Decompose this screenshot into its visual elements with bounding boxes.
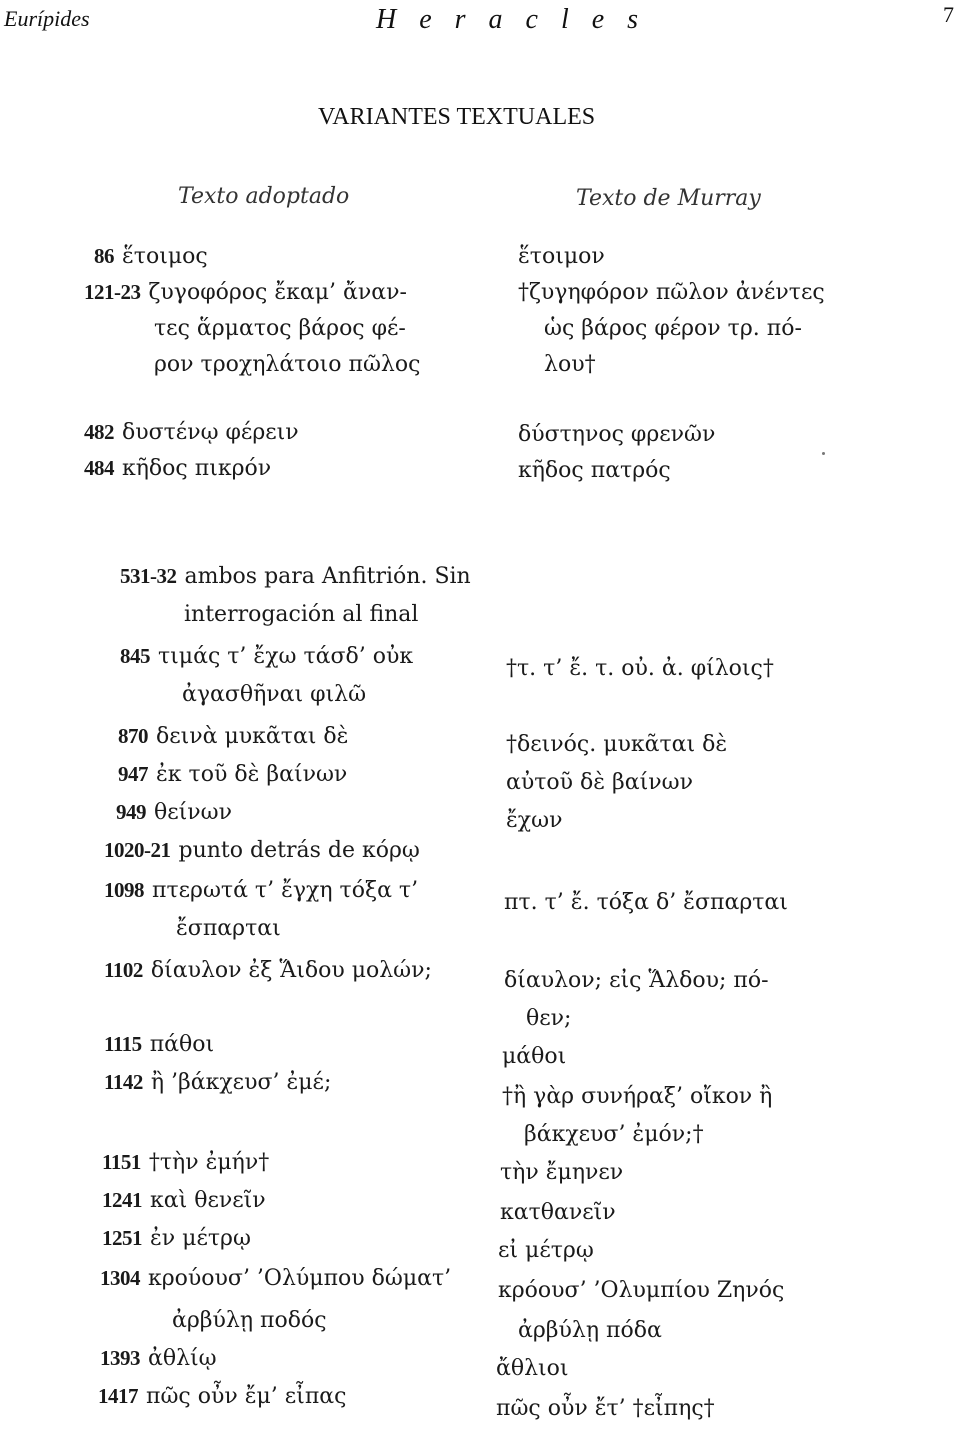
right-line-6: κῆδος πατρός	[518, 458, 671, 483]
left-line-24	[172, 1308, 327, 1333]
left-line-25	[100, 1346, 217, 1371]
right-line-11: πτ. τ’ ἔ. τόξα δ’ ἔσπαρται	[504, 890, 788, 915]
variant-text: †τὴν ἐμήν†	[148, 1150, 270, 1175]
left-line-20	[102, 1150, 269, 1175]
right-line-23: πῶς οὖν ἔτ’ †εἶπης†	[496, 1396, 715, 1421]
right-line-2: †ζυγηφόρον πῶλον ἀνέντες	[518, 280, 825, 305]
line-number: 1304	[100, 1266, 140, 1290]
variant-text: κῆδος πικρόν	[122, 456, 272, 481]
line-number: 1251	[102, 1226, 142, 1250]
line-number: 482	[84, 420, 114, 444]
right-line-18: κατθανεῖν	[500, 1200, 616, 1225]
right-line-14: μάθοι	[502, 1044, 567, 1069]
left-line-14	[104, 838, 420, 863]
line-number: 531-32	[120, 564, 177, 588]
variant-text: δυστένῳ φέρειν	[122, 420, 299, 445]
left-line-5	[84, 420, 299, 445]
line-number: 1151	[102, 1150, 141, 1174]
left-line-26	[98, 1384, 346, 1409]
left-line-15	[104, 878, 418, 903]
variant-text: ἐκ τοῦ δὲ βαίνων	[156, 762, 348, 787]
left-line-13	[116, 800, 232, 825]
page-number: 7	[943, 2, 954, 27]
line-number: 86	[94, 244, 114, 268]
page-header-author: Eurípides	[4, 6, 90, 31]
variant-text: ζυγοφόρος ἔκαμ’ ἄναν-	[148, 280, 407, 305]
left-line-22	[102, 1226, 251, 1251]
left-line-11	[118, 724, 348, 749]
variant-text: δίαυλον ἐξ Ἅιδου μολών;	[150, 958, 432, 983]
right-line-3: ὡς βάρος φέρον τρ. πό-	[544, 316, 802, 341]
variant-text: τες ἅρματος βάρος φέ-	[154, 316, 406, 341]
right-line-12: δίαυλον; εἰς Ἅλδου; πό-	[504, 968, 769, 993]
left-line-7	[120, 564, 471, 589]
right-line-1: ἕτοιμον	[518, 244, 605, 269]
variant-text: πτερωτά τ’ ἔγχη τόξα τ’	[152, 878, 419, 903]
line-number: 1115	[104, 1032, 142, 1056]
right-line-7: †τ. τ’ ἔ. τ. οὐ. ἀ. φίλοις†	[506, 656, 774, 681]
line-number: 1098	[104, 878, 144, 902]
right-line-19: εἰ μέτρῳ	[498, 1238, 594, 1263]
line-number: 1417	[98, 1384, 138, 1408]
variant-text: τιμάς τ’ ἔχω τάσδ’ οὐκ	[158, 644, 414, 669]
scan-speck	[822, 452, 825, 455]
line-number: 1102	[104, 958, 143, 982]
right-line-9: αὐτοῦ δὲ βαίνων	[506, 770, 693, 795]
line-number: 484	[84, 456, 114, 480]
variant-text: ἔσπαρται	[176, 916, 281, 941]
left-line-17	[104, 958, 432, 983]
left-line-3	[154, 316, 406, 341]
right-line-8: †δεινός. μυκᾶται δὲ	[506, 732, 728, 757]
line-number: 121-23	[84, 280, 141, 304]
left-line-9	[120, 644, 413, 669]
variant-text: ambos para Anfitrión. Sin	[184, 564, 471, 589]
right-line-4: λου†	[544, 352, 596, 377]
right-line-13: θεν;	[526, 1006, 572, 1031]
variant-text: ἀρβύλῃ ποδός	[172, 1308, 327, 1333]
left-line-12	[118, 762, 347, 787]
right-line-22: ἄθλιοι	[496, 1356, 569, 1381]
right-line-15: †ἢ γὰρ συνήραξ’ οἴκον ἢ	[502, 1084, 773, 1109]
scanned-variants-table	[0, 160, 960, 1434]
variant-text: ἀθλίῳ	[148, 1346, 217, 1371]
variant-text: πῶς οὖν ἔμ’ εἶπας	[146, 1384, 347, 1409]
right-line-17: τὴν ἔμηνεν	[500, 1160, 624, 1185]
line-number: 1241	[102, 1188, 142, 1212]
left-line-6	[84, 456, 271, 481]
left-line-23	[100, 1266, 451, 1291]
left-line-16	[176, 916, 281, 941]
line-number: 845	[120, 644, 150, 668]
line-number: 947	[118, 762, 148, 786]
line-number: 1393	[100, 1346, 140, 1370]
section-heading: VARIANTES TEXTUALES	[318, 104, 596, 130]
page-header-title: H e r a c l e s	[376, 4, 647, 35]
variant-text: κρούουσ’ ’Ολύμπου δώματ’	[148, 1266, 452, 1291]
line-number: 1020-21	[104, 838, 171, 862]
variant-text: καὶ θενεῖν	[150, 1188, 266, 1213]
left-line-2	[84, 280, 407, 305]
right-line-5: δύστηνος φρενῶν	[518, 422, 716, 447]
left-line-19	[104, 1070, 331, 1095]
right-line-21: ἀρβύλῃ πόδα	[518, 1318, 662, 1343]
right-line-20: κρόουσ’ ’Ολυμπίου Ζηνός	[498, 1278, 785, 1303]
variant-text: punto detrás de κόρῳ	[178, 838, 420, 863]
variant-text: ρον τροχηλάτοιο πῶλος	[154, 352, 421, 377]
left-line-18	[104, 1032, 214, 1057]
right-line-16: βάκχευσ’ ἐμόν;†	[524, 1122, 704, 1147]
variant-text: δεινὰ μυκᾶται δὲ	[156, 724, 349, 749]
left-line-8	[184, 602, 418, 627]
left-column-heading: Texto adoptado	[178, 184, 350, 209]
variant-text: θείνων	[154, 800, 232, 825]
variant-text: ἢ ’βάκχευσ’ ἐμέ;	[150, 1070, 332, 1095]
variant-text: ἕτοιμος	[122, 244, 208, 269]
variant-text: ἐν μέτρῳ	[150, 1226, 251, 1251]
left-line-10	[182, 682, 366, 707]
left-line-4	[154, 352, 420, 377]
left-line-1	[94, 244, 208, 269]
variant-text: interrogación al final	[184, 602, 419, 627]
variant-text: πάθοι	[149, 1032, 215, 1057]
line-number: 949	[116, 800, 146, 824]
left-line-21	[102, 1188, 266, 1213]
right-line-10: ἔχων	[506, 808, 563, 833]
right-column-heading: Texto de Murray	[576, 186, 761, 211]
variant-text: ἀγασθῆναι φιλῶ	[182, 682, 367, 707]
line-number: 870	[118, 724, 148, 748]
line-number: 1142	[104, 1070, 143, 1094]
